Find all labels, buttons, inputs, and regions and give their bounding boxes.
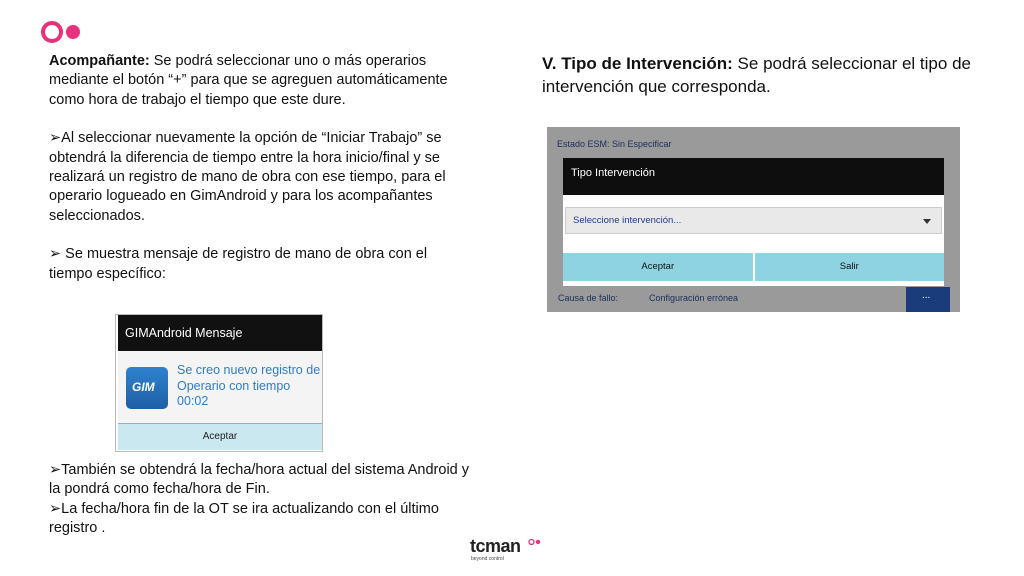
left-text-column — [49, 52, 469, 284]
footer-logo — [470, 536, 550, 564]
left-text-column-bottom — [49, 461, 469, 539]
brand-logo-icon — [40, 18, 88, 46]
brand-name: tcman — [470, 536, 521, 556]
exit-button[interactable]: Salir — [755, 253, 945, 281]
causa-fallo-value: Configuración errónea — [649, 293, 739, 303]
accept-button[interactable]: Aceptar — [118, 423, 322, 450]
dialog-title: Tipo Intervención — [563, 158, 944, 195]
intervencion-select[interactable]: Seleccione intervención... — [565, 207, 942, 234]
causa-fallo-label: Causa de fallo: — [558, 293, 619, 303]
brand-tagline: beyond control — [471, 556, 504, 562]
paragraph-iniciar-trabajo: ➢Al seleccionar nuevamente la opción de “Iniciar Trabajo” se obtendrá la diferencia de tiempo entre la hora inicio/final y se realizará un registro de mano de obra con ese tiempo, para el operario logueado en GimAndroid y para los acompañantes seleccionados. — [49, 130, 446, 224]
caret-down-icon — [923, 219, 931, 224]
estado-esm-text: Estado ESM: Sin Especificar — [557, 139, 672, 149]
gim-app-icon: GIM — [126, 367, 168, 409]
tipo-intervencion-dialog — [563, 158, 944, 286]
dialog-message: Se creo nuevo registro de Operario con tiempo 00:02 — [177, 363, 321, 408]
paragraph-fecha-fin: ➢También se obtendrá la fecha/hora actual del sistema Android y la pondrá como fecha/hora de Fin. — [49, 462, 470, 498]
brand-dots-icon — [528, 538, 542, 546]
bullet-icon: ➢ — [49, 462, 62, 478]
dialog-title: GIMAndroid Mensaje — [118, 315, 322, 351]
paragraph-fecha-ot: ➢La fecha/hora fin de la OT se ira actualizando con el último registro . — [49, 500, 439, 537]
section-title: V. Tipo de Intervención: Se podrá seleccionar el tipo de intervención que corresponda. — [542, 54, 971, 96]
dialog-body — [118, 351, 322, 423]
paragraph-mensaje: ➢ Se muestra mensaje de registro de mano de obra con el tiempo específico: — [49, 246, 428, 282]
bullet-icon: ➢ — [49, 130, 62, 147]
more-options-button[interactable]: ... — [906, 287, 950, 312]
gimandroid-message-dialog — [115, 314, 323, 452]
bullet-icon: ➢ — [49, 500, 62, 517]
accept-button[interactable]: Aceptar — [563, 253, 753, 281]
bullet-icon: ➢ — [49, 246, 62, 263]
paragraph-acompanante: Acompañante: Se podrá seleccionar uno o más operarios mediante el botón “+” para que se agreguen automáticamente como hora de trabajo el tiempo que este dure. — [49, 53, 448, 108]
tipo-intervencion-screenshot — [547, 127, 960, 312]
